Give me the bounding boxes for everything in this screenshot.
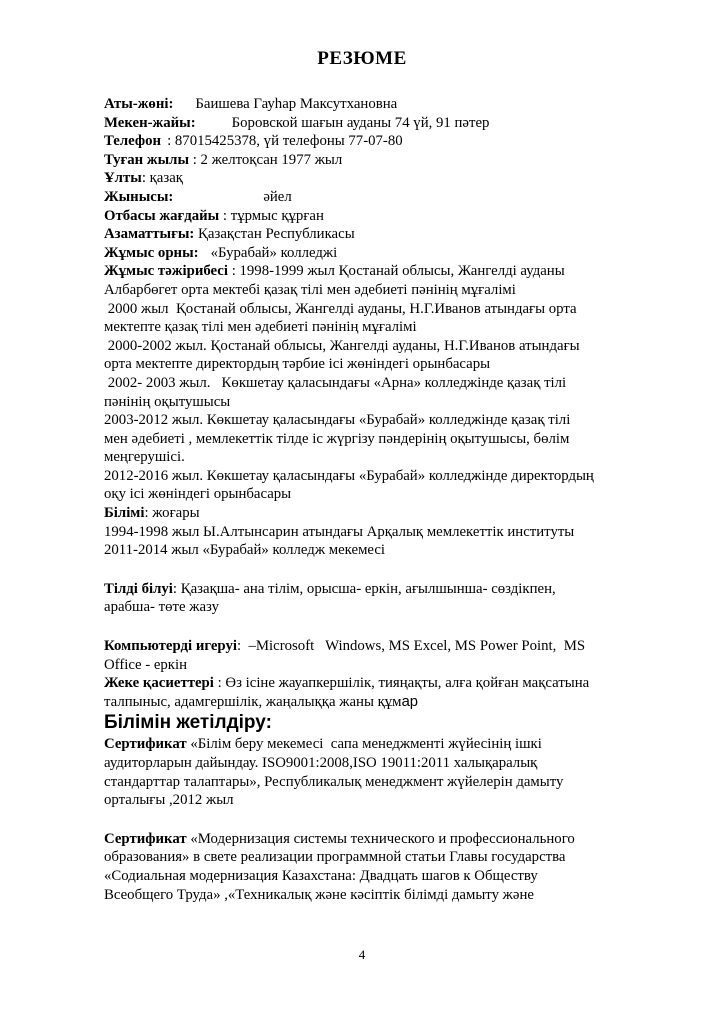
work-label: Жұмыс орны:	[104, 244, 199, 261]
gender-row	[104, 188, 684, 207]
computer-row	[104, 637, 684, 656]
birth-row	[104, 151, 684, 170]
family-row	[104, 207, 684, 226]
page-title: РЕЗЮМЕ	[317, 48, 407, 69]
cert1-row	[104, 735, 684, 754]
cert1-line: аудиторларын дайындау. ISO9001:2008,ISO 19011:2011 халықаралық	[104, 755, 538, 771]
spacer	[104, 617, 684, 637]
gender-label: Жынысы:	[104, 188, 174, 205]
family-value: : тұрмыс құрған	[222, 207, 324, 224]
nation-label: Ұлты	[104, 170, 142, 187]
language-row	[104, 580, 684, 599]
education-row	[104, 504, 684, 523]
experience-line: 2003-2012 жыл. Көкшетау қаласындағы «Бурабай» колледжінде қазақ тілі	[104, 412, 571, 429]
experience-line: орта мектепте директордың тәрбие ісі жөніндегі орынбасары	[104, 356, 491, 373]
phone-row	[104, 132, 684, 151]
birth-value: : 2 желтоқсан 1977 жыл	[192, 151, 343, 168]
personal-cont	[104, 693, 684, 712]
cert1-line: орталығы ,2012 жыл	[104, 792, 234, 809]
personal-row	[104, 674, 684, 693]
resume-body	[104, 95, 684, 904]
language-value: : Қазақша- ана тілім, орысша- еркін, ағылшынша- сөздікпен,	[172, 580, 556, 597]
nation-row	[104, 169, 684, 188]
experience-line: меңгерушісі.	[104, 449, 185, 466]
experience-line: мен әдебиеті , мемлекеттік тілде іс жүргізу пәндерінің оқытушысы, бөлім	[104, 430, 570, 447]
citizen-row	[104, 225, 684, 244]
personal-end-text: ар	[401, 693, 419, 710]
phone-value: : 87015425378, үй телефоны 77-07-80	[167, 133, 403, 150]
personal-cont-text: талпыныс, адамгершілік, жаңалыққа жаны құм	[104, 693, 402, 710]
gender-value: әйел	[263, 188, 292, 205]
cert2-row	[104, 830, 684, 849]
experience-row	[104, 262, 684, 281]
work-value: «Бурабай» колледжі	[210, 244, 338, 261]
nation-value: : қазақ	[141, 170, 183, 187]
experience-label: Жұмыс тәжірибесі	[104, 263, 228, 280]
experience-line: 2000-2002 жыл. Қостанай облысы, Жангелді ауданы, Н.Г.Иванов атындағы	[104, 337, 580, 354]
address-value: Боровской шағын ауданы 74 үй, 91 пәтер	[231, 114, 490, 131]
experience-line: 2012-2016 жыл. Көкшетау қаласындағы «Бурабай» колледжінде директордың	[104, 467, 594, 484]
personal-label: Жеке қасиеттері	[104, 675, 214, 692]
page-number: 4	[358, 947, 366, 962]
experience-line: пәнінің оқытушысы	[104, 393, 231, 410]
cert2-line: Всеобщего Труда» ,«Техникалық және кәсіптік білімді дамыту және	[104, 886, 534, 903]
cert2-line: «Модернизация системы технического и профессионального	[186, 830, 575, 847]
citizen-label: Азаматтығы:	[104, 226, 195, 243]
family-label: Отбасы жағдайы	[104, 207, 220, 224]
spacer	[104, 810, 684, 830]
improvement-heading: Білімін жетілдіру:	[104, 712, 272, 734]
name-row	[104, 95, 684, 114]
work-row	[104, 244, 684, 263]
experience-line: 2000 жыл Қостанай облысы, Жангелді ауданы, Н.Г.Иванов атындағы орта	[104, 300, 577, 317]
education-label: Білімі	[104, 505, 145, 522]
language-label: Тілді білуі	[104, 580, 173, 597]
computer-label: Компьютерді игеруі	[104, 638, 237, 655]
address-row	[104, 114, 684, 133]
experience-line: 2002- 2003 жыл. Көкшетау қаласындағы «Арна» колледжінде қазақ тілі	[104, 374, 567, 391]
birth-label: Туған жылы	[104, 151, 190, 168]
citizen-value: Қазақстан Республикасы	[198, 226, 355, 243]
experience-line: оқу ісі жөніндегі орынбасары	[104, 486, 292, 503]
cert1-label: Сертификат	[104, 736, 187, 753]
education-value: : жоғары	[144, 505, 200, 522]
cert1-line: «Білім беру мекемесі сапа менеджменті жүйесінің ішкі	[186, 736, 542, 753]
experience-line: Албарбөгет орта мектебі қазақ тілі мен әдебиеті пәнінің мұғалімі	[104, 281, 516, 298]
language-cont: арабша- төте жазу	[104, 599, 219, 616]
education-line: 2011-2014 жыл «Бурабай» колледж мекемесі	[104, 542, 386, 559]
spacer	[104, 560, 684, 580]
computer-cont: Office - еркін	[104, 656, 188, 673]
experience-first: : 1998-1999 жыл Қостанай облысы, Жангелді ауданы	[228, 263, 565, 280]
phone-label: Телефон	[104, 133, 162, 150]
cert1-line: стандарттар талаптары», Республикалық менеджмент жүйелерін дамыту	[104, 773, 564, 790]
cert2-line: «Содиальная модернизация Казахстана: Двадцать шагов к Обществу	[104, 867, 538, 884]
experience-line: мектепте қазақ тілі мен әдебиеті пәнінің мұғалімі	[104, 319, 417, 336]
cert2-line: образования» в свете реализации программной статьи Главы государства	[104, 849, 566, 866]
address-label: Мекен-жайы:	[104, 114, 196, 131]
education-line: 1994-1998 жыл Ы.Алтынсарин атындағы Арқалық мемлекеттік институты	[104, 523, 575, 540]
computer-value: : –Microsoft Windows, MS Excel, MS Power Point, MS	[236, 638, 586, 655]
name-value: Баишева Гауһар Максутхановна	[195, 96, 398, 112]
name-label: Аты-жөні:	[104, 96, 174, 112]
cert2-label: Сертификат	[104, 830, 187, 847]
personal-value: : Өз ісіне жауапкершілік, тияңақты, алға қойған мақсатына	[213, 675, 590, 692]
